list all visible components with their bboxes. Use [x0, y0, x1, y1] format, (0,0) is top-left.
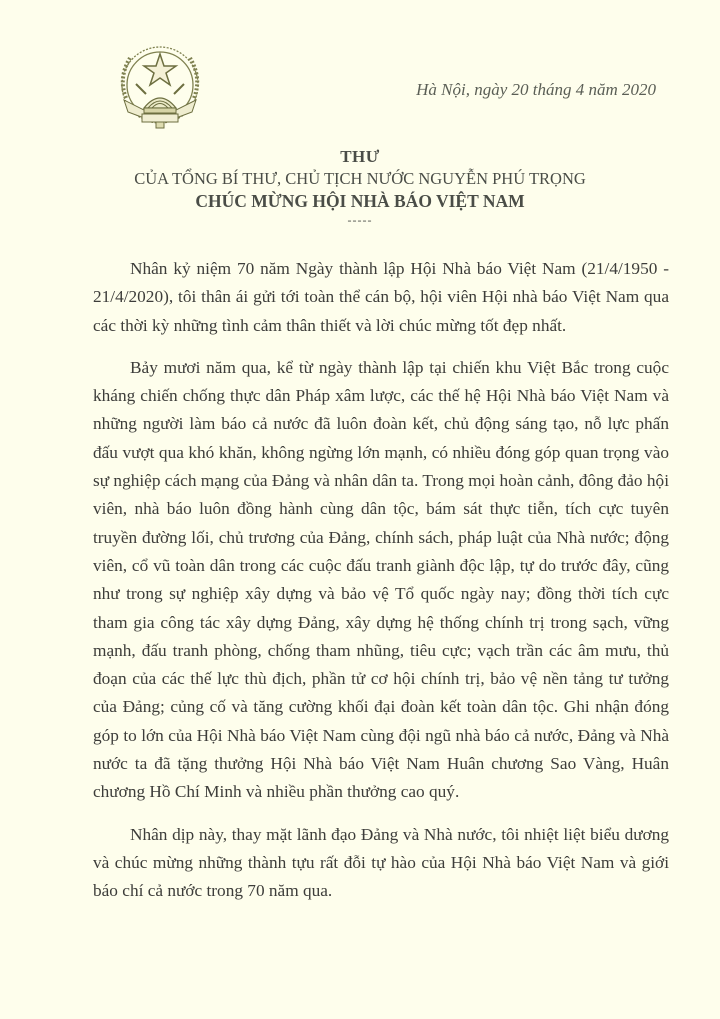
- heading-main: CHÚC MỪNG HỘI NHÀ BÁO VIỆT NAM: [195, 191, 525, 211]
- heading-title: THƯ: [340, 147, 380, 166]
- dateline: Hà Nội, ngày 20 tháng 4 năm 2020: [416, 80, 656, 99]
- vietnam-national-emblem-icon: [110, 38, 210, 138]
- paragraph-3: Nhân dịp này, thay mặt lãnh đạo Đảng và Nhà nước, tôi nhiệt liệt biểu dương và chúc mừng những thành tựu rất đỗi tự hào của Hội Nhà báo Việt Nam và giới báo chí cả nước trong 70 năm qua.: [93, 824, 669, 901]
- heading-subtitle: CỦA TỔNG BÍ THƯ, CHỦ TỊCH NƯỚC NGUYỄN PHÚ TRỌNG: [134, 169, 586, 188]
- paragraph-1: Nhân kỷ niệm 70 năm Ngày thành lập Hội Nhà báo Việt Nam (21/4/1950 - 21/4/2020), tôi thân ái gửi tới toàn thể cán bộ, hội viên Hội nhà báo Việt Nam qua các thời kỳ những tình cảm thân thiết và lời chúc mừng tốt đẹp nhất.: [93, 259, 669, 335]
- letter-heading: [0, 146, 720, 227]
- letter-body: [93, 255, 669, 920]
- paragraph-2: Bảy mươi năm qua, kể từ ngày thành lập tại chiến khu Việt Bắc trong cuộc kháng chiến chống thực dân Pháp xâm lược, các thế hệ Hội Nhà báo Việt Nam và những người làm báo cả nước đã luôn đoàn kết, chủ động sáng tạo, nỗ lực phấn đấu vượt qua khó khăn, không ngừng lớn mạnh, có nhiều đóng góp quan trọng vào sự nghiệp cách mạng của Đảng và nhân dân ta. Trong mọi hoàn cảnh, đông đảo hội viên, nhà báo luôn đồng hành cùng dân tộc, bám sát thực tiễn, tích cực tuyên truyền đường lối, chủ trương của Đảng, chính sách, pháp luật của Nhà nước; động viên, cổ vũ toàn dân trong các cuộc đấu tranh giành độc lập, tự do trước đây, cũng như trong sự nghiệp xây dựng và bảo vệ Tổ quốc ngày nay; đồng thời tích cực tham gia công tác xây dựng Đảng, xây dựng hệ thống chính trị trong sạch, vững mạnh, đấu tranh phòng, chống tham nhũng, tiêu cực; vạch trần các âm mưu, thủ đoạn của các thế lực thù địch, phần tử cơ hội chính trị, bảo vệ nền tảng tư tưởng của Đảng; củng cố và tăng cường khối đại đoàn kết toàn dân tộc. Ghi nhận đóng góp to lớn của Hội Nhà báo Việt Nam cùng đội ngũ nhà báo cả nước, Đảng và Nhà nước ta đã tặng thưởng Hội Nhà báo Việt Nam Huân chương Sao Vàng, Huân chương Hồ Chí Minh và nhiều phần thưởng cao quý.: [93, 357, 669, 802]
- heading-separator: -----: [347, 213, 373, 227]
